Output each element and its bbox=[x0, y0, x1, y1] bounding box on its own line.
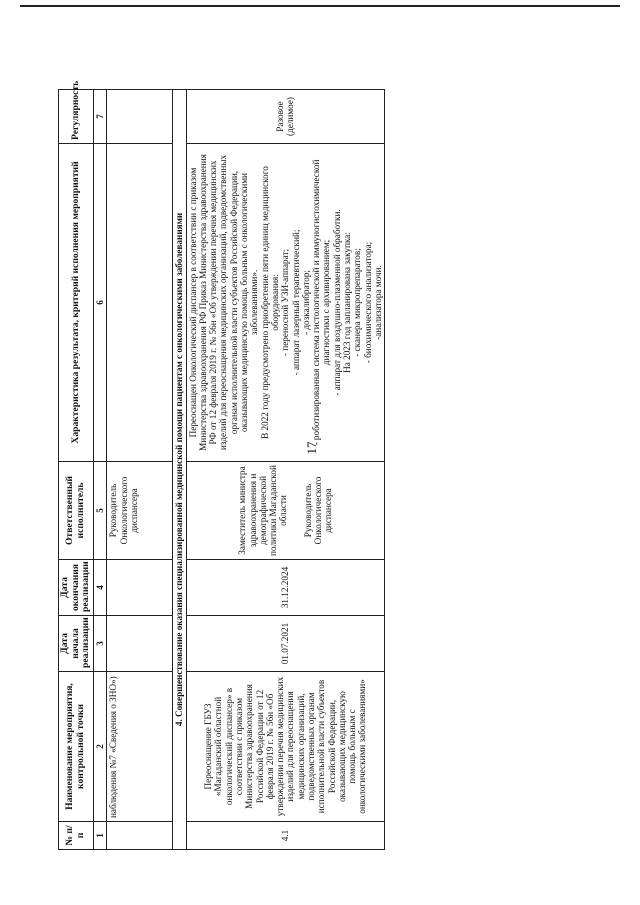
row-num: 4.1 bbox=[186, 822, 385, 850]
row-name: Переоснащение ГБУЗ «Магаданский областной онкологический диспансер» в соответствии с приказом Министерства здравоохранения Российской Федерации от 12 февраля 2019 г. № 56н «Об утверждении перечня медицинских изделий для переоснащения медицинских организаций, подведомственных органам исполнительной власти субъектов Российской Федерации, оказывающих медицинскую помощь больным с онкологическими заболеваниями» bbox=[186, 672, 385, 822]
row-end: 31.12.2024 bbox=[186, 560, 385, 616]
row-regularity bbox=[107, 90, 173, 144]
plan-table bbox=[58, 80, 385, 850]
column-number-row bbox=[94, 90, 107, 850]
column-number: 2 bbox=[94, 672, 107, 822]
result-item: - аппарат для воздушно-плазменной обработки. bbox=[331, 209, 342, 396]
row-regularity: Разовое (делимое) bbox=[186, 90, 385, 144]
column-number: 1 bbox=[94, 822, 107, 850]
page-number: 17 bbox=[304, 441, 319, 455]
column-number: 3 bbox=[94, 616, 107, 672]
result-paragraph: В 2022 году предусмотрено приобретение пяти единиц медицинского оборудования: bbox=[259, 166, 280, 439]
result-item: - сканера микропрепаратов; bbox=[352, 248, 363, 357]
result-item: - роботизированная система гистологической и иммуногистохимической диагностики с архивированием; bbox=[311, 159, 332, 446]
result-paragraph: На 2023 год запланирована закупка: bbox=[342, 232, 353, 373]
row-end bbox=[107, 560, 173, 616]
header-responsible: Ответственный исполнитель bbox=[59, 462, 94, 560]
header-result: Характеристика результата, критерий исполнения мероприятий bbox=[59, 144, 94, 462]
table-row bbox=[107, 90, 173, 850]
header-regularity: Регулярность bbox=[59, 90, 94, 144]
row-num bbox=[107, 822, 173, 850]
result-item: - биохимического анализатора; bbox=[362, 241, 373, 364]
header-row bbox=[59, 90, 94, 850]
header-end: Дата окончания реализации bbox=[59, 560, 94, 616]
column-number: 6 bbox=[94, 144, 107, 462]
header-num: № п/п bbox=[59, 822, 94, 850]
row-result bbox=[186, 144, 385, 462]
result-paragraph: Переоснащен Онкологический диспансер в соответствии с приказом Министерства здравоохранения РФ Приказ Министерства здравоохранения РФ от 12 февраля 2019 г. № 56н «Об утверждении перечня медицинских изделий для переоснащения медицинских организаций, подведомственных органам исполнительной власти субъектов Российской Федерации, оказывающих медицинскую помощь больным с онкологическими заболеваниями». bbox=[187, 154, 260, 451]
row-start: 01.07.2021 bbox=[186, 616, 385, 672]
column-number: 4 bbox=[94, 560, 107, 616]
table-row bbox=[186, 90, 385, 850]
row-responsible: Руководитель Онкологического диспансера bbox=[107, 462, 173, 560]
row-responsible bbox=[186, 462, 385, 560]
result-item: - аппарат лазерный терапевтический; bbox=[290, 229, 301, 376]
section-row bbox=[173, 90, 186, 850]
result-item: - переносной УЗИ-аппарат; bbox=[280, 248, 291, 357]
rotated-table-container bbox=[58, 80, 454, 850]
row-result bbox=[107, 144, 173, 462]
header-name: Наименование мероприятия, контрольной точки bbox=[59, 672, 94, 822]
result-item: - дозкалибратор; bbox=[300, 270, 311, 335]
result-item: -анализатора мочи. bbox=[372, 265, 383, 340]
section-title: 4. Совершенствование оказания специализированной медицинской помощи пациентам с онкологическими заболеваниями bbox=[173, 90, 186, 850]
top-border-line bbox=[20, 5, 620, 7]
header-start: Дата начала реализации bbox=[59, 616, 94, 672]
row-name: наблюдения №7 «Сведения о ЗНО») bbox=[107, 672, 173, 822]
responsible-1: Заместитель министра здравоохранения и демографической политики Магаданской области bbox=[237, 465, 289, 556]
responsible-2: Руководитель Онкологического диспансера bbox=[302, 476, 334, 545]
row-start bbox=[107, 616, 173, 672]
column-number: 5 bbox=[94, 462, 107, 560]
column-number: 7 bbox=[94, 90, 107, 144]
